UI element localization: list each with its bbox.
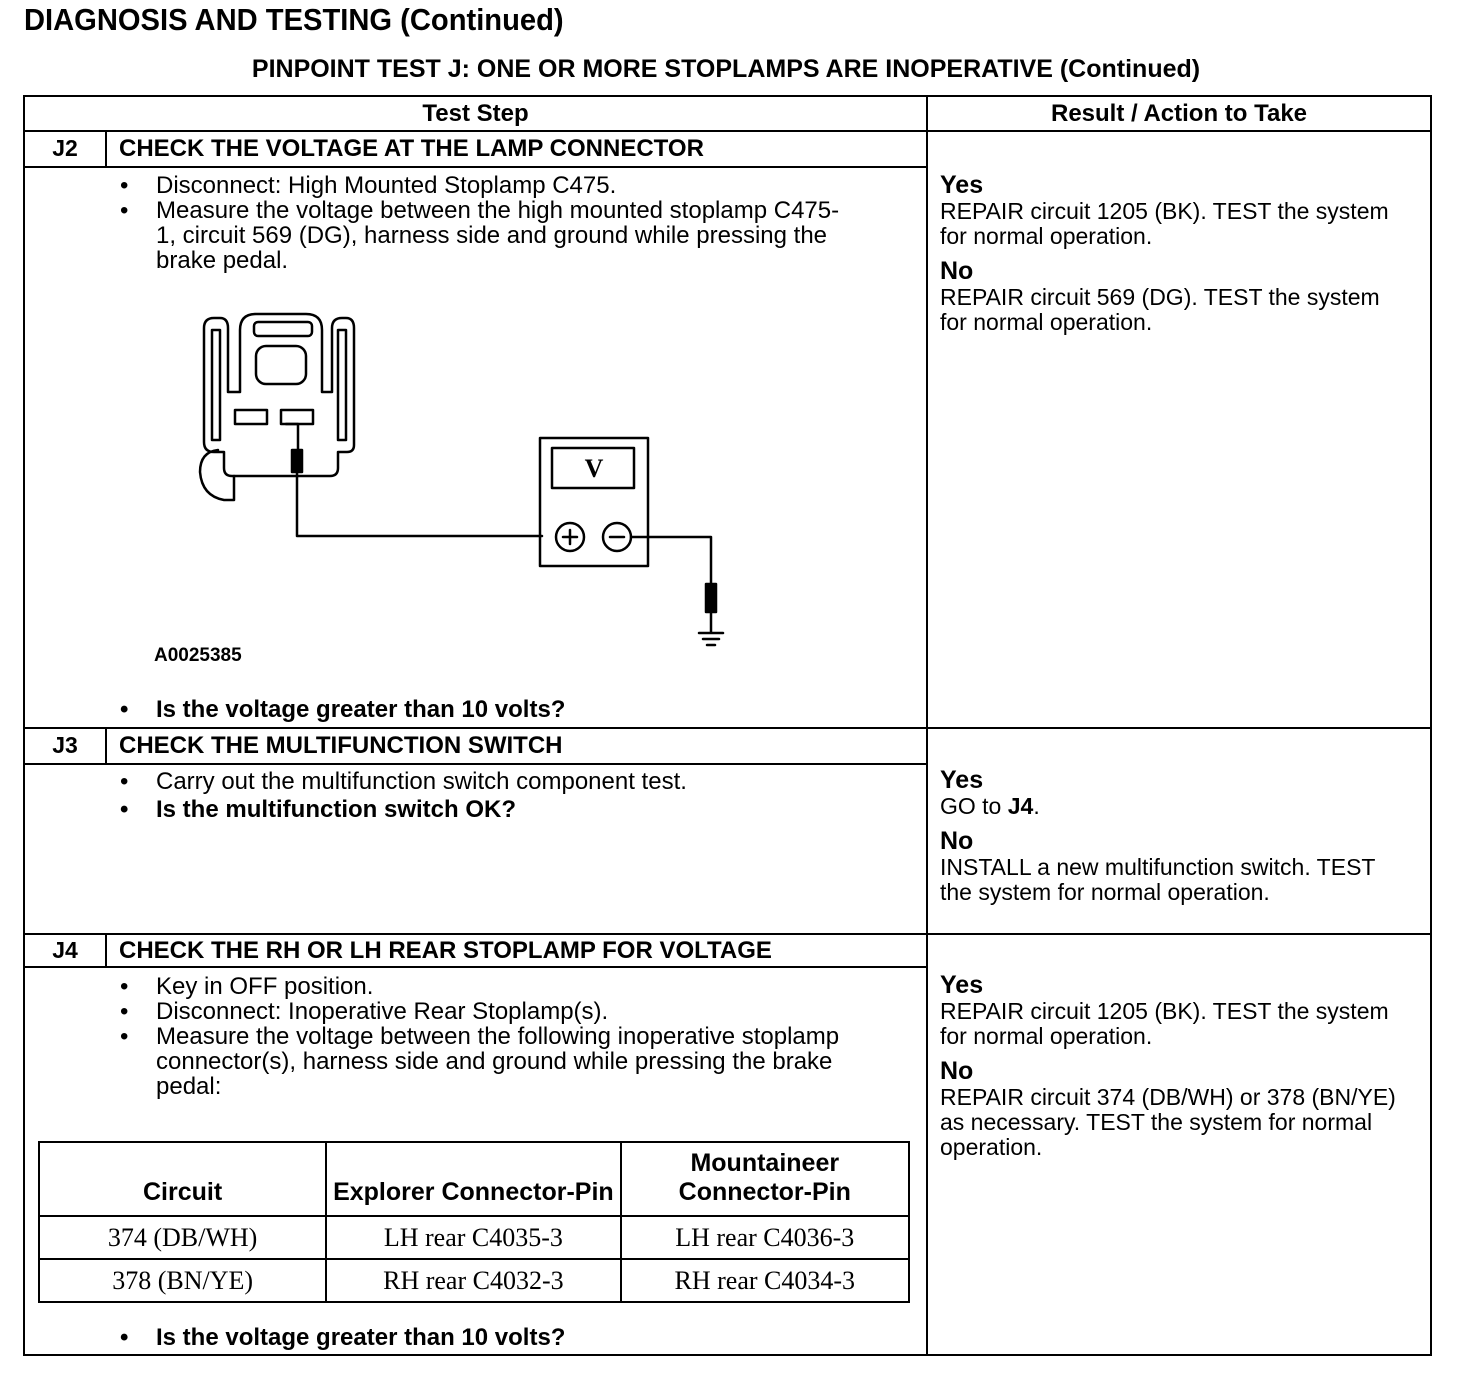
column-header-test-step: Test Step	[422, 100, 529, 127]
j4-title-underline	[23, 966, 928, 968]
yes-label: Yes	[940, 971, 984, 999]
no-action: REPAIR circuit 569 (DG). TEST the system for normal operation.	[940, 284, 1380, 335]
instruction-item: • Carry out the multifunction switch component test.	[120, 769, 840, 794]
yes-action: REPAIR circuit 1205 (BK). TEST the system for normal operation.	[940, 998, 1389, 1049]
explorer-pin-cell: RH rear C4032-3	[326, 1259, 620, 1302]
yes-action-suffix: .	[1033, 793, 1040, 819]
step-question	[120, 697, 840, 722]
figure-id: A0025385	[154, 645, 242, 666]
question-item: • Is the voltage greater than 10 volts?	[120, 1325, 840, 1350]
step-title: CHECK THE MULTIFUNCTION SWITCH	[119, 732, 563, 759]
j3-title-underline	[23, 763, 928, 765]
yes-action-prefix: GO to	[940, 793, 1008, 819]
probe-negative	[706, 584, 716, 612]
instruction-item: • Measure the voltage between the following inoperative stoplamp connector(s), harness side and ground while pressing the brake pedal:	[120, 1024, 890, 1099]
page-title: DIAGNOSIS AND TESTING (Continued)	[24, 2, 564, 37]
no-action: INSTALL a new multifunction switch. TEST the system for normal operation.	[940, 854, 1376, 905]
no-action: REPAIR circuit 374 (DB/WH) or 378 (BN/YE) as necessary. TEST the system for normal operation.	[940, 1084, 1396, 1160]
pinpoint-test-title: PINPOINT TEST J: ONE OR MORE STOPLAMPS ARE INOPERATIVE (Continued)	[251, 55, 1201, 83]
header-mountaineer: Mountaineer Connector-Pin	[621, 1142, 909, 1216]
step-result	[940, 971, 1415, 1160]
column-divider	[926, 95, 928, 1356]
table-row	[39, 1259, 909, 1302]
voltmeter-diagram	[190, 300, 750, 660]
step-id: J4	[52, 937, 78, 963]
step-reference-link: J4	[1007, 793, 1034, 819]
j4-id-divider	[105, 933, 107, 968]
step-id: J3	[52, 732, 78, 758]
j2-id-divider	[105, 130, 107, 168]
question-item: • Is the voltage greater than 10 volts?	[120, 697, 840, 722]
circuit-cell: 374 (DB/WH)	[39, 1216, 326, 1259]
header-divider	[23, 130, 1432, 132]
ground-icon	[699, 612, 723, 645]
meter-label: V	[584, 454, 604, 483]
probe-positive	[292, 450, 302, 472]
step-id: J2	[52, 135, 78, 161]
table-left-border	[23, 95, 25, 1356]
j3-id-divider	[105, 727, 107, 765]
table-top-border	[23, 95, 1432, 97]
no-label: No	[940, 257, 974, 285]
header-explorer: Explorer Connector-Pin	[326, 1142, 620, 1216]
step-title: CHECK THE RH OR LH REAR STOPLAMP FOR VOLTAGE	[119, 937, 772, 964]
step-question	[120, 1325, 840, 1350]
table-header-row	[39, 1142, 909, 1216]
explorer-pin-cell: LH rear C4035-3	[326, 1216, 620, 1259]
circuit-cell: 378 (BN/YE)	[39, 1259, 326, 1302]
instruction-item: • Disconnect: High Mounted Stoplamp C475.	[120, 173, 840, 198]
instruction-item: • Key in OFF position.	[120, 974, 890, 999]
step-result	[940, 171, 1410, 335]
mountaineer-pin-cell: RH rear C4034-3	[621, 1259, 909, 1302]
yes-action: REPAIR circuit 1205 (BK). TEST the system for normal operation.	[940, 198, 1389, 249]
step-instructions	[120, 173, 840, 273]
step-instructions	[120, 974, 890, 1099]
no-label: No	[940, 1057, 974, 1085]
step-instructions	[120, 769, 840, 822]
yes-action	[940, 794, 1410, 819]
yes-label: Yes	[940, 171, 984, 199]
step-divider-j3-j4	[23, 933, 1432, 935]
table-right-border	[1430, 95, 1432, 1356]
no-label: No	[940, 827, 974, 855]
mountaineer-pin-cell: LH rear C4036-3	[621, 1216, 909, 1259]
step-result	[940, 766, 1410, 905]
connector-icon	[200, 314, 354, 500]
instruction-item: • Disconnect: Inoperative Rear Stoplamp(s).	[120, 999, 890, 1024]
header-circuit: Circuit	[39, 1142, 326, 1216]
instruction-item: • Measure the voltage between the high mounted stoplamp C475-1, circuit 569 (DG), harness side and ground while pressing the brake pedal.	[120, 198, 840, 273]
j2-title-underline	[23, 166, 928, 168]
step-divider-j2-j3	[23, 727, 1432, 729]
column-header-result: Result / Action to Take	[1050, 100, 1308, 127]
step-title: CHECK THE VOLTAGE AT THE LAMP CONNECTOR	[119, 135, 704, 162]
connector-pin-table	[38, 1141, 910, 1303]
question-item: • Is the multifunction switch OK?	[120, 797, 840, 822]
table-row	[39, 1216, 909, 1259]
yes-label: Yes	[940, 766, 984, 794]
table-bottom-border	[23, 1354, 1432, 1356]
